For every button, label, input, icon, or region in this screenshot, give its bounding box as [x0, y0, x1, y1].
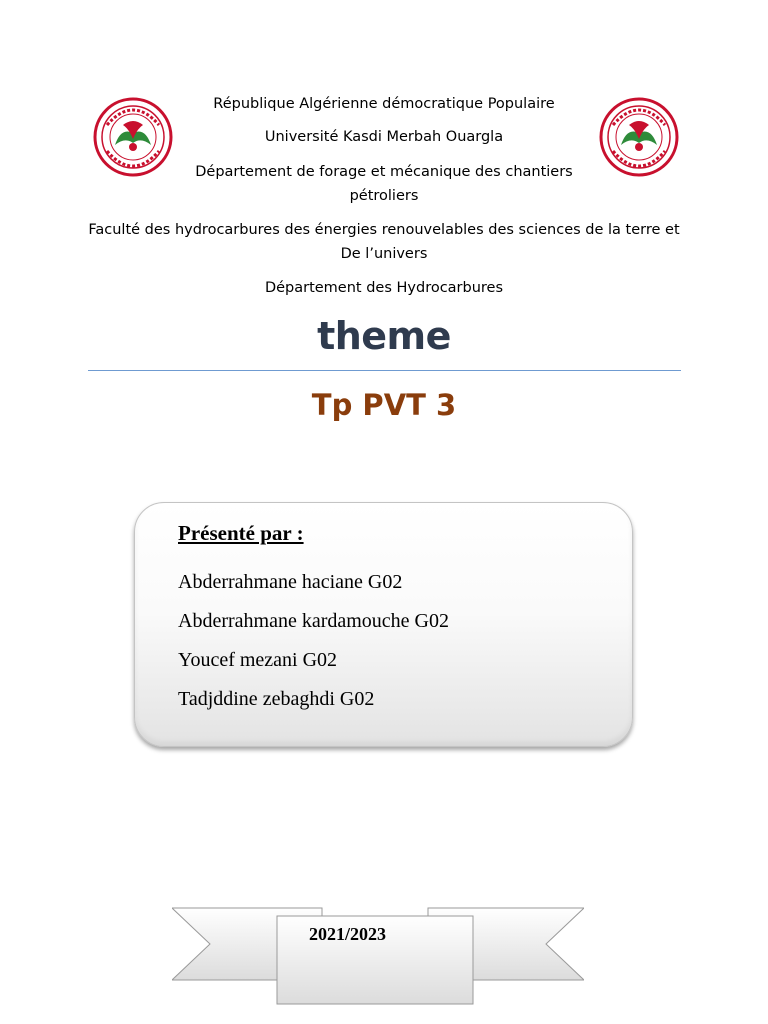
presenter-name: Youcef mezani G02 — [178, 649, 338, 671]
presenter-name: Tadjddine zebaghdi G02 — [178, 688, 375, 710]
presenter-name: Abderrahmane haciane G02 — [178, 571, 403, 593]
header-university: Université Kasdi Merbah Ouargla — [264, 129, 504, 145]
header-department-forage-l2: pétroliers — [349, 188, 419, 204]
header-faculty-l2: De l’univers — [340, 246, 428, 262]
header-faculty-l1: Faculté des hydrocarbures des énergies renouvelables des sciences de la terre et — [88, 222, 680, 238]
presenters-card — [134, 502, 633, 747]
page-title: theme — [317, 314, 451, 358]
academic-year: 2021/2023 — [308, 924, 386, 944]
header-department-forage-l1: Département de forage et mécanique des chantiers — [195, 164, 573, 180]
title-divider — [88, 370, 681, 371]
page-subtitle: Tp PVT 3 — [311, 388, 457, 422]
header-department-hydrocarbures: Département des Hydrocarbures — [264, 280, 504, 296]
year-ribbon — [172, 904, 584, 1012]
presenters-heading: Présenté par : — [178, 521, 304, 545]
header-republic: République Algérienne démocratique Populaire — [213, 96, 555, 112]
presenter-name: Abderrahmane kardamouche G02 — [178, 610, 449, 632]
